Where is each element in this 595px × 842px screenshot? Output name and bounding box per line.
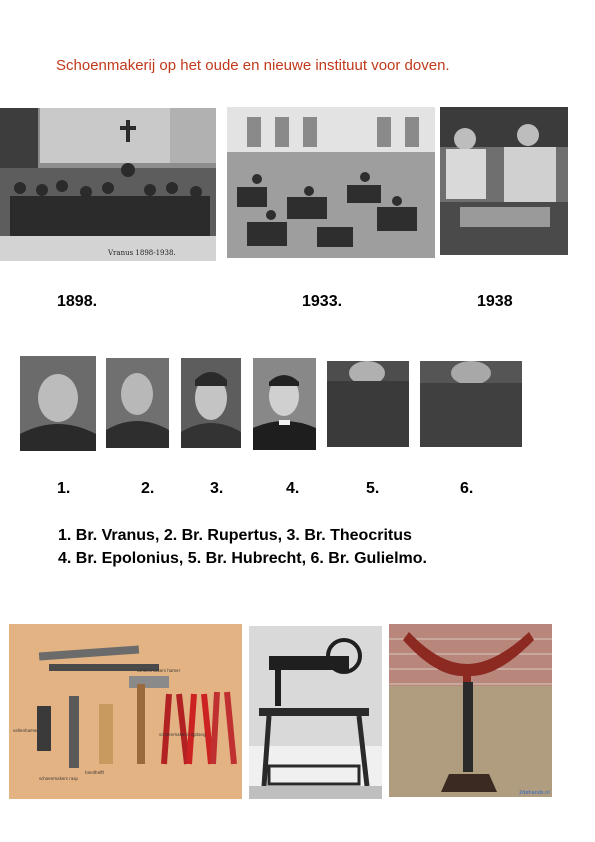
tools-label-hammer: schoenmakers hamer (137, 668, 181, 673)
portrait-number-6: 6. (460, 480, 474, 497)
workshop-photo-caption: Vranus 1898-1938. (108, 249, 176, 257)
year-label-1933: 1933. (302, 293, 343, 310)
portrait-number-2: 2. (141, 480, 155, 497)
tools-label-vellenhamer: vellenhamer (13, 728, 39, 733)
portrait-br-epolonius (253, 358, 316, 450)
portrait-number-4: 4. (286, 480, 300, 497)
tools-label-handhelft: handhelft (85, 770, 105, 775)
sewing-machine-photo (249, 626, 382, 799)
portrait-br-hubrecht (327, 361, 409, 447)
page-title: Schoenmakerij op het oude en nieuwe instituut voor doven. (56, 57, 450, 74)
portrait-br-gulielmo (420, 361, 522, 447)
portrait-number-5: 5. (366, 480, 380, 497)
tools-photo (9, 624, 242, 799)
portrait-br-theocritus (181, 358, 241, 448)
portrait-br-rupertus (106, 358, 169, 448)
portrait-number-1: 1. (57, 480, 71, 497)
shoe-stand-photo (389, 624, 552, 797)
shoe-stand-watermark: 2dehands.nl (519, 790, 550, 796)
names-line-1: 1. Br. Vranus, 2. Br. Rupertus, 3. Br. Theocritus (58, 527, 412, 544)
year-label-1898: 1898. (57, 293, 98, 310)
workshop-photo-1938 (440, 107, 568, 255)
year-label-1938: 1938 (477, 293, 513, 310)
names-line-2: 4. Br. Epolonius, 5. Br. Hubrecht, 6. Br. Gulielmo. (58, 550, 427, 567)
workshop-photo-1898 (0, 108, 216, 261)
tools-label-pincers: schoenmakers nijptang (159, 732, 206, 737)
portrait-number-3: 3. (210, 480, 224, 497)
tools-label-rasp: schoenmakers rasp (39, 776, 78, 781)
portrait-br-vranus (20, 356, 96, 451)
workshop-photo-1933 (227, 107, 435, 258)
